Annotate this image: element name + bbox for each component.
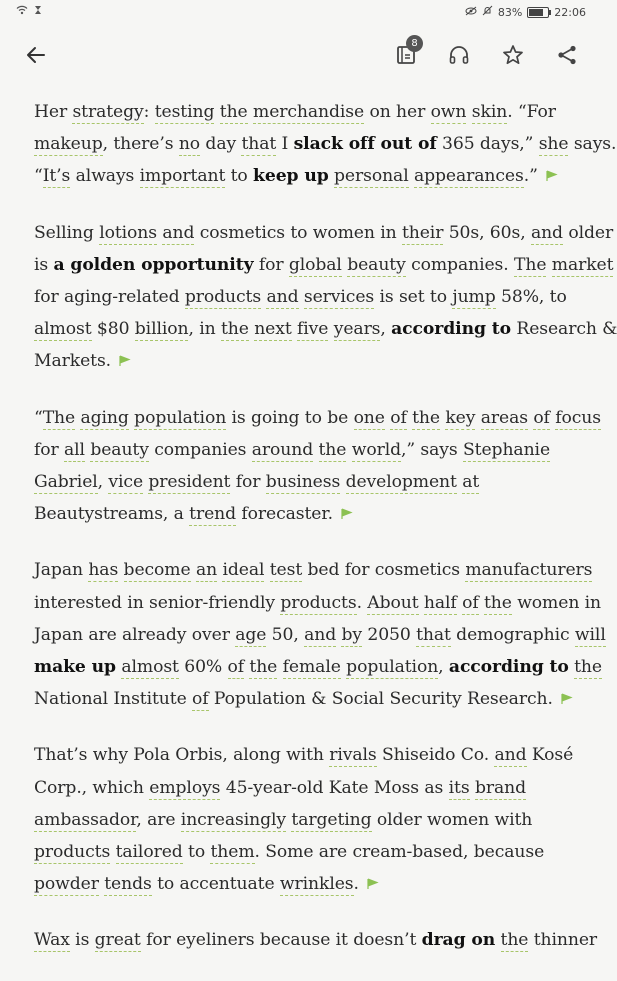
flag-icon[interactable] bbox=[561, 693, 573, 705]
article-paragraph bbox=[34, 924, 598, 956]
line: is a golden opportunity for global beauty companies. The market bbox=[34, 254, 614, 275]
line: Markets. bbox=[34, 351, 112, 372]
line: “The aging population is going to be one of the key areas of focus bbox=[34, 407, 601, 428]
line: Selling lotions and cosmetics to women in their 50s, 60s, and older bbox=[34, 222, 614, 243]
battery-icon bbox=[527, 7, 549, 18]
back-button[interactable] bbox=[20, 39, 52, 71]
line: makeup, there’s no day that I slack off out of 365 days,” she says. bbox=[34, 134, 617, 155]
line: for all beauty companies around the world,” says Stephanie bbox=[34, 439, 551, 460]
wifi-icon bbox=[16, 5, 28, 18]
line: National Institute of Population & Social Security Research. bbox=[34, 689, 553, 710]
status-bar bbox=[0, 0, 600, 26]
notes-button[interactable] bbox=[390, 39, 422, 71]
line: Corp., which employs 45-year-old Kate Moss as its brand bbox=[34, 777, 526, 798]
hourglass-icon bbox=[34, 5, 42, 18]
line: almost $80 billion, in the next five years, according to Research & bbox=[34, 319, 617, 340]
back-arrow-icon bbox=[26, 46, 46, 64]
article-paragraph bbox=[34, 96, 617, 193]
article-paragraph bbox=[34, 217, 617, 378]
flag-icon[interactable] bbox=[119, 355, 131, 367]
star-icon bbox=[502, 44, 524, 66]
line: for aging-related products and services is set to jump 58%, to bbox=[34, 287, 567, 308]
article-paragraph bbox=[34, 402, 601, 531]
notes-count-badge: 8 bbox=[406, 35, 423, 52]
line: Beautystreams, a trend forecaster. bbox=[34, 504, 333, 525]
flag-icon[interactable] bbox=[367, 878, 379, 890]
share-icon bbox=[556, 44, 578, 66]
line: That’s why Pola Orbis, along with rivals Shiseido Co. and Kosé bbox=[34, 745, 574, 766]
article-paragraph bbox=[34, 739, 574, 900]
line: powder tends to accentuate wrinkles. bbox=[34, 874, 359, 895]
bookmark-button[interactable] bbox=[497, 39, 529, 71]
line: interested in senior-friendly products. About half of the women in bbox=[34, 592, 602, 613]
line: ambassador, are increasingly targeting older women with bbox=[34, 809, 533, 830]
line: Japan has become an ideal test bed for cosmetics manufacturers bbox=[34, 560, 593, 581]
flag-icon[interactable] bbox=[546, 170, 558, 182]
reader-toolbar bbox=[0, 26, 600, 88]
line: Japan are already over age 50, and by 2050 that demographic will bbox=[34, 624, 606, 645]
flag-icon[interactable] bbox=[341, 508, 353, 520]
listen-button[interactable] bbox=[443, 39, 475, 71]
line: “It’s always important to keep up personal appearances.” bbox=[34, 166, 538, 187]
article-body bbox=[34, 96, 617, 981]
mute-icon bbox=[482, 5, 493, 19]
battery-percent: 83% bbox=[497, 5, 523, 19]
line: Gabriel, vice president for business development at bbox=[34, 472, 480, 493]
clock: 22:06 bbox=[554, 5, 586, 19]
line: products tailored to them. Some are cream-based, because bbox=[34, 842, 545, 863]
share-button[interactable] bbox=[551, 39, 583, 71]
headphones-icon bbox=[448, 44, 470, 66]
article-paragraph bbox=[34, 554, 606, 715]
eye-care-icon bbox=[465, 6, 477, 19]
line: Her strategy: testing the merchandise on her own skin. “For bbox=[34, 102, 556, 122]
line: make up almost 60% of the female population, according to the bbox=[34, 657, 602, 678]
line: Wax is great for eyeliners because it doesn’t drag on the thinner bbox=[34, 930, 598, 951]
